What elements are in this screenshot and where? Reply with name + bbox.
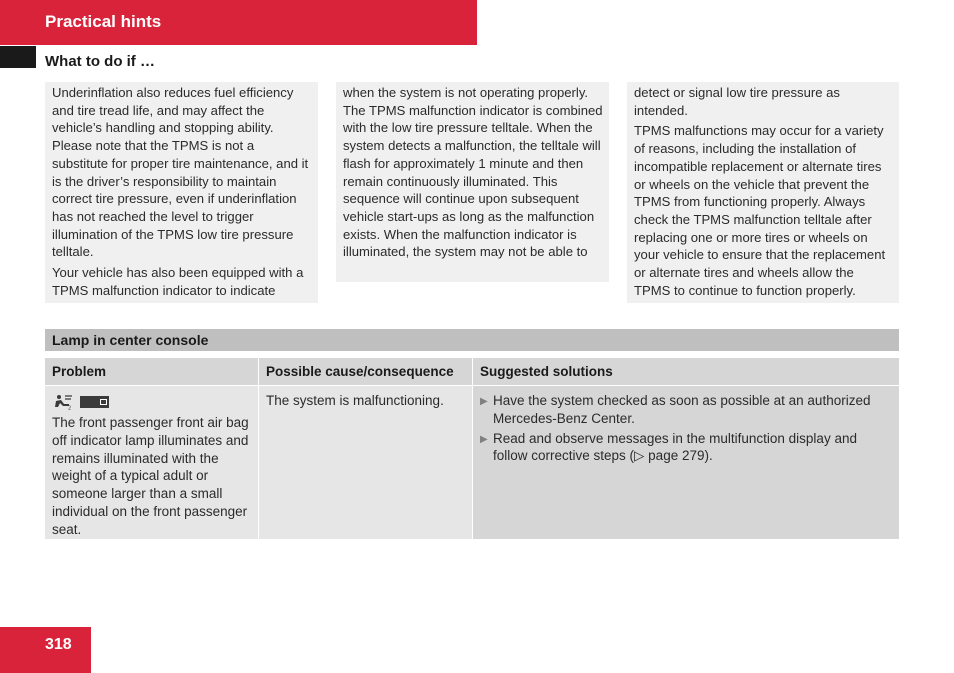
paragraph: Your vehicle has also been equipped with a TPMS malfunction indicator to indicate [52,265,304,298]
bullet-arrow-icon: ▶ [480,396,488,407]
solution-text: Read and observe messages in the multifunction display and follow corrective steps (▷ page 279). [493,430,857,464]
subsection-title: What to do if … [45,53,155,70]
lamp-section-heading: Lamp in center console [45,329,899,351]
text-column-1 [45,82,318,303]
lamp-table [45,358,899,539]
solution-text: Have the system checked as soon as possible at an authorized Mercedes-Benz Center. [493,393,871,426]
page-section-title: Practical hints [45,12,162,31]
indicator-icons [52,393,252,411]
problem-text: The front passenger front air bag off indicator lamp illuminates and remains illuminated with the weight of a typical adult or someone larger than a small individual on the front passenger seat. [52,415,249,537]
pass-airbag-off-label-icon [80,396,109,408]
solution-item [480,430,893,466]
table-header-row [45,358,899,385]
problem-cell [45,385,259,539]
svg-text:2: 2 [68,405,72,410]
passenger-airbag-off-icon [52,394,74,410]
paragraph: Underinflation also reduces fuel efficiency and tire tread life, and may affect the vehicle’s handling and stopping ability. Please note that the TPMS is not a substitute for proper tire maintenance, and it is the driver’s responsibility to maintain correct tire pressure, even if underinflation has not reached the level to trigger illumination of the TPMS low tire pressure telltale. [52,85,309,260]
paragraph: detect or signal low tire pressure as intended. [634,85,840,118]
cause-text: The system is malfunctioning. [266,393,444,408]
header-cause: Possible cause/consequence [259,358,473,385]
header-solutions: Suggested solutions [473,358,899,385]
bullet-arrow-icon: ▶ [480,433,488,445]
header-problem: Problem [45,358,259,385]
page-number: 318 [45,636,72,653]
paragraph: TPMS malfunctions may occur for a variety of reasons, including the installation of incompatible replacement or alternate tires or wheels on the vehicle that prevent the TPMS from functioning properly. Always check the TPMS malfunction telltale after replacing one or more tires or wheels on your vehicle to ensure that the replacement or alternate tires and wheels allow the TPMS to continue to function properly. [634,123,886,298]
solutions-cell [473,385,899,539]
black-tab-marker [0,46,36,68]
solution-item [480,392,893,428]
table-row [45,385,899,539]
text-column-3 [627,82,899,303]
text-column-2 [336,82,609,282]
cause-cell [259,385,473,539]
paragraph: when the system is not operating properly. The TPMS malfunction indicator is combined with the low tire pressure telltale. When the system detects a malfunction, the telltale will flash for approximately 1 minute and then remain continuously illuminated. This sequence will continue upon subsequent vehicle start-ups as long as the malfunction exists. When the malfunction indicator is illuminated, the system may not be able to [343,85,603,260]
